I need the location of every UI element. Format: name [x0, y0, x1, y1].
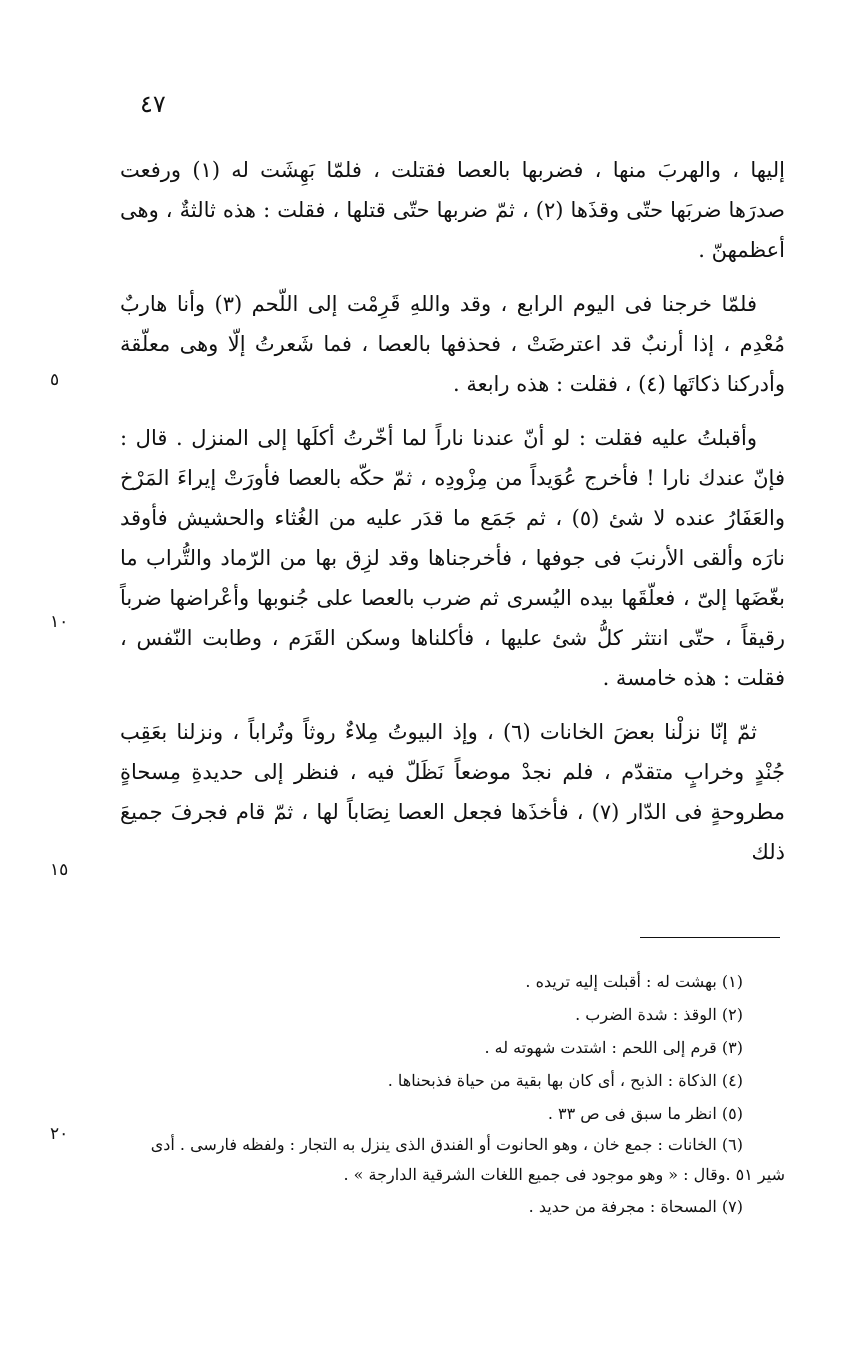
paragraph: وأقبلتُ عليه فقلت : لو أنّ عندنا ناراً لما أخّرتُ أكلَها إلى المنزل . قال : فإنّ عندك نارا ! فأخرج عُوَيداً من مِزْودِه ، ثمّ حكّه بالعصا فأورَتْ إيراءَ المَرْخ والعَفَارُ عنده لا شئ (٥) ، ثم جَمَع ما قدَر عليه من الغُثاء والحشيش فأوقد نارَه وألقى الأرنبَ فى جوفها ، فأخرجناها وقد لزِق بها من الرّماد والتُّراب ما بغّضَها إلىّ ، فعلّقَها بيده اليُسرى ثم ضرب بالعصا على جُنوبها وأعْراضها ضرباً رقيقاً ، حتّى انتثر كلُّ شئ عليها ، فأكلناها وسكن القَرَم ، وطابت النّفس ، فقلت : هذه خامسة .: [120, 426, 785, 690]
paragraph: ثمّ إنّا نزلْنا بعضَ الخانات (٦) ، وإذ البيوتُ مِلاءٌ روثاً وتُراباً ، ونزلنا بعَقِب جُنْدٍ وخرابٍ متقدّم ، فلم نجدْ موضعاً نَظَلّ فيه ، فنظر إلى حديدةِ مِسحاةٍ مطروحةٍ فى الدّار (٧) ، فأخذَها فجعل العصا نِصَاباً لها ، ثمّ قام فجرفَ جميعَ ذلك: [120, 720, 785, 864]
line-number: ٢٠: [50, 1124, 69, 1144]
footnote-separator: [640, 937, 780, 938]
footnote: (٣) قرم إلى اللحم : اشتدت شهوته له .: [484, 1038, 743, 1057]
footnote: (٤) الذكاة : الذبح ، أى كان بها بقية من حياة فذبحناها .: [387, 1071, 743, 1090]
footnote: (٦) الخانات : جمع خان ، وهو الحانوت أو الفندق الذى ينزل به التجار : ولفظه فارسى . أدى شير ٥١ .وقال : « وهو موجود فى جميع اللغات الشرقية الدارجة » .: [150, 1135, 785, 1184]
line-number: ١٥: [50, 860, 69, 880]
main-text: [120, 150, 785, 886]
footnote: (٧) المسحاة : مجرفة من حديد .: [528, 1197, 743, 1216]
page-number: ٤٧: [140, 90, 166, 118]
footnote: (٥) انظر ما سبق فى ص ٣٣ .: [547, 1104, 743, 1123]
footnotes: [120, 965, 785, 1223]
line-number: ٥: [50, 370, 60, 390]
line-number-margin: [0, 0, 100, 1349]
footnote: (٢) الوقذ : شدة الضرب .: [575, 1005, 743, 1024]
line-number: ١٠: [50, 612, 69, 632]
paragraph: إليها ، والهربَ منها ، فضربها بالعصا فقتلت ، فلمّا بَهِشَت له (١) ورفعت صدرَها ضربَها حتّى وقذَها (٢) ، ثمّ ضربها حتّى قتلها ، فقلت : هذه ثالثةٌ ، وهى أعظمهنّ .: [120, 158, 785, 262]
footnote: (١) بهشت له : أقبلت إليه تريده .: [525, 972, 743, 991]
paragraph: فلمّا خرجنا فى اليوم الرابع ، وقد واللهِ قَرِمْت إلى اللّحم (٣) وأنا هاربٌ مُعْدِم ، إذا أرنبٌ قد اعترضَتْ ، فحذفها بالعصا ، فما شَعرتُ إلّا وهى معلّقة وأدركنا ذكاتَها (٤) ، فقلت : هذه رابعة .: [120, 292, 785, 396]
